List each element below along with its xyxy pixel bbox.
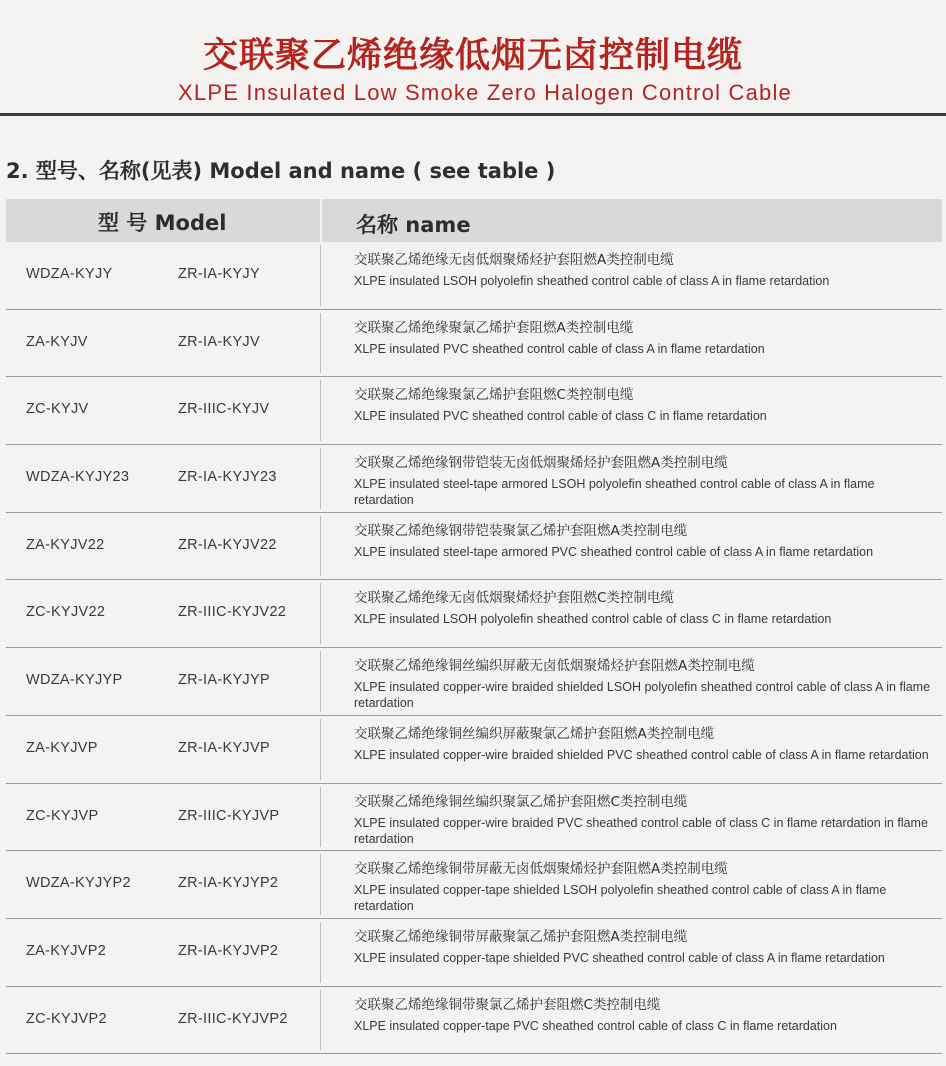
model-code: ZC-KYJV: [26, 401, 89, 418]
cable-name-english: XLPE insulated copper-tape shielded LSOH polyolefin sheathed control cable of class A in flame retardation: [354, 883, 887, 914]
table-row: [6, 580, 942, 648]
cable-name-english: XLPE insulated copper-tape PVC sheathed control cable of class C in flame retardation: [354, 1018, 837, 1033]
model-code-alt: ZR-IA-KYJYP2: [178, 875, 279, 892]
column-divider: [320, 516, 321, 577]
cable-name: [354, 320, 934, 357]
header-divider: [0, 113, 946, 116]
cable-name-chinese: 交联聚乙烯绝缘铜带聚氯乙烯护套阻燃C类控制电缆: [354, 996, 661, 1013]
table-row: [6, 310, 942, 378]
model-code-alt: ZR-IA-KYJY23: [178, 469, 277, 486]
cable-name-chinese: 交联聚乙烯绝缘铜丝编织聚氯乙烯护套阻燃C类控制电缆: [354, 793, 688, 810]
cable-name: [354, 929, 934, 966]
cable-name: [354, 997, 934, 1034]
cable-name-chinese: 交联聚乙烯绝缘钢带铠装聚氯乙烯护套阻燃A类控制电缆: [354, 522, 688, 539]
column-divider: [320, 245, 321, 306]
table-row: [6, 513, 942, 581]
cable-name-chinese: 交联聚乙烯绝缘铜丝编织屏蔽无卤低烟聚烯烃护套阻燃A类控制电缆: [354, 658, 755, 675]
table-row: [6, 377, 942, 445]
cable-name: [354, 726, 934, 763]
cable-name-chinese: 交联聚乙烯绝缘铜带屏蔽无卤低烟聚烯烃护套阻燃A类控制电缆: [354, 861, 728, 878]
cable-name-english: XLPE insulated PVC sheathed control cable of class A in flame retardation: [354, 341, 765, 356]
column-divider: [320, 651, 321, 712]
cable-name-english: XLPE insulated steel-tape armored PVC sheathed control cable of class A in flame retardation: [354, 544, 874, 559]
table-row: [6, 445, 942, 513]
cable-name: [354, 455, 934, 508]
section-heading: 2. 型号、名称(见表) Model and name ( see table ): [6, 159, 556, 183]
column-divider: [320, 854, 321, 915]
cable-name-chinese: 交联聚乙烯绝缘聚氯乙烯护套阻燃A类控制电缆: [354, 319, 634, 336]
cable-name: [354, 523, 934, 560]
cable-name-chinese: 交联聚乙烯绝缘聚氯乙烯护套阻燃C类控制电缆: [354, 387, 634, 404]
column-divider: [320, 583, 321, 644]
cable-name: [354, 658, 934, 711]
model-code: ZA-KYJV22: [26, 536, 105, 553]
table-row: [6, 648, 942, 716]
model-code: ZC-KYJVP: [26, 807, 99, 824]
column-divider: [320, 380, 321, 441]
model-code: WDZA-KYJY23: [26, 469, 130, 486]
table-body: [6, 242, 942, 1054]
cable-name-chinese: 交联聚乙烯绝缘钢带铠装无卤低烟聚烯烃护套阻燃A类控制电缆: [354, 455, 728, 472]
table-row: [6, 716, 942, 784]
column-header-name: 名称 name: [356, 213, 471, 237]
column-header-model: 型 号 Model: [98, 211, 227, 235]
cable-name: [354, 252, 934, 289]
table-row: [6, 784, 942, 852]
model-code: WDZA-KYJYP: [26, 672, 123, 689]
column-divider: [320, 990, 321, 1051]
column-divider: [320, 787, 321, 848]
cable-name-english: XLPE insulated steel-tape armored LSOH polyolefin sheathed control cable of class A in flame retardation: [354, 477, 875, 508]
model-code-alt: ZR-IA-KYJV22: [178, 536, 277, 553]
cable-name-english: XLPE insulated copper-wire braided shielded LSOH polyolefin sheathed control cable of class A in flame retardation: [354, 680, 931, 711]
model-code: ZA-KYJV: [26, 333, 88, 350]
model-code-alt: ZR-IIIC-KYJV: [178, 401, 270, 418]
model-code: ZA-KYJVP2: [26, 942, 107, 959]
page-title-english: XLPE Insulated Low Smoke Zero Halogen Control Cable: [178, 80, 792, 105]
cable-name-chinese: 交联聚乙烯绝缘无卤低烟聚烯烃护套阻燃C类控制电缆: [354, 590, 674, 607]
model-code-alt: ZR-IIIC-KYJVP2: [178, 1010, 288, 1027]
cable-name-english: XLPE insulated PVC sheathed control cable of class C in flame retardation: [354, 409, 767, 424]
cable-name: [354, 861, 934, 914]
model-code: ZA-KYJVP: [26, 739, 98, 756]
table-header: [6, 199, 942, 242]
model-code: WDZA-KYJYP2: [26, 875, 131, 892]
model-code-alt: ZR-IIIC-KYJV22: [178, 604, 287, 621]
model-code: ZC-KYJVP2: [26, 1010, 107, 1027]
table-row: [6, 987, 942, 1055]
model-code-alt: ZR-IA-KYJYP: [178, 672, 270, 689]
table-row: [6, 242, 942, 310]
cable-name-chinese: 交联聚乙烯绝缘铜丝编织屏蔽聚氯乙烯护套阻燃A类控制电缆: [354, 725, 715, 742]
cable-name-english: XLPE insulated copper-wire braided PVC sheathed control cable of class C in flame retardation in flame retardation: [354, 815, 928, 846]
model-code-alt: ZR-IA-KYJVP: [178, 739, 270, 756]
model-name-table: [6, 199, 942, 1054]
header-column-divider: [320, 199, 322, 242]
table-row: [6, 851, 942, 919]
model-code-alt: ZR-IIIC-KYJVP: [178, 807, 280, 824]
column-divider: [320, 922, 321, 983]
cable-name-english: XLPE insulated LSOH polyolefin sheathed control cable of class A in flame retardation: [354, 274, 830, 288]
model-code-alt: ZR-IA-KYJVP2: [178, 942, 279, 959]
cable-name-english: XLPE insulated LSOH polyolefin sheathed control cable of class C in flame retardation: [354, 612, 832, 627]
cable-name-english: XLPE insulated copper-wire braided shielded PVC sheathed control cable of class A in flame retardation: [354, 747, 929, 762]
model-code: WDZA-KYJY: [26, 266, 113, 282]
cable-name: [354, 794, 934, 847]
column-divider: [320, 448, 321, 509]
cable-name-english: XLPE insulated copper-tape shielded PVC sheathed control cable of class A in flame retardation: [354, 950, 885, 965]
model-code-alt: ZR-IA-KYJY: [178, 266, 260, 282]
column-divider: [320, 719, 321, 780]
cable-name-chinese: 交联聚乙烯绝缘铜带屏蔽聚氯乙烯护套阻燃A类控制电缆: [354, 928, 688, 945]
model-code: ZC-KYJV22: [26, 604, 106, 621]
cable-name: [354, 590, 934, 627]
cable-name: [354, 387, 934, 424]
cable-name-chinese: 交联聚乙烯绝缘无卤低烟聚烯烃护套阻燃A类控制电缆: [354, 252, 674, 268]
table-row: [6, 919, 942, 987]
page-title-chinese: 交联聚乙烯绝缘低烟无卤控制电缆: [202, 36, 743, 76]
model-code-alt: ZR-IA-KYJV: [178, 333, 260, 350]
column-divider: [320, 313, 321, 374]
